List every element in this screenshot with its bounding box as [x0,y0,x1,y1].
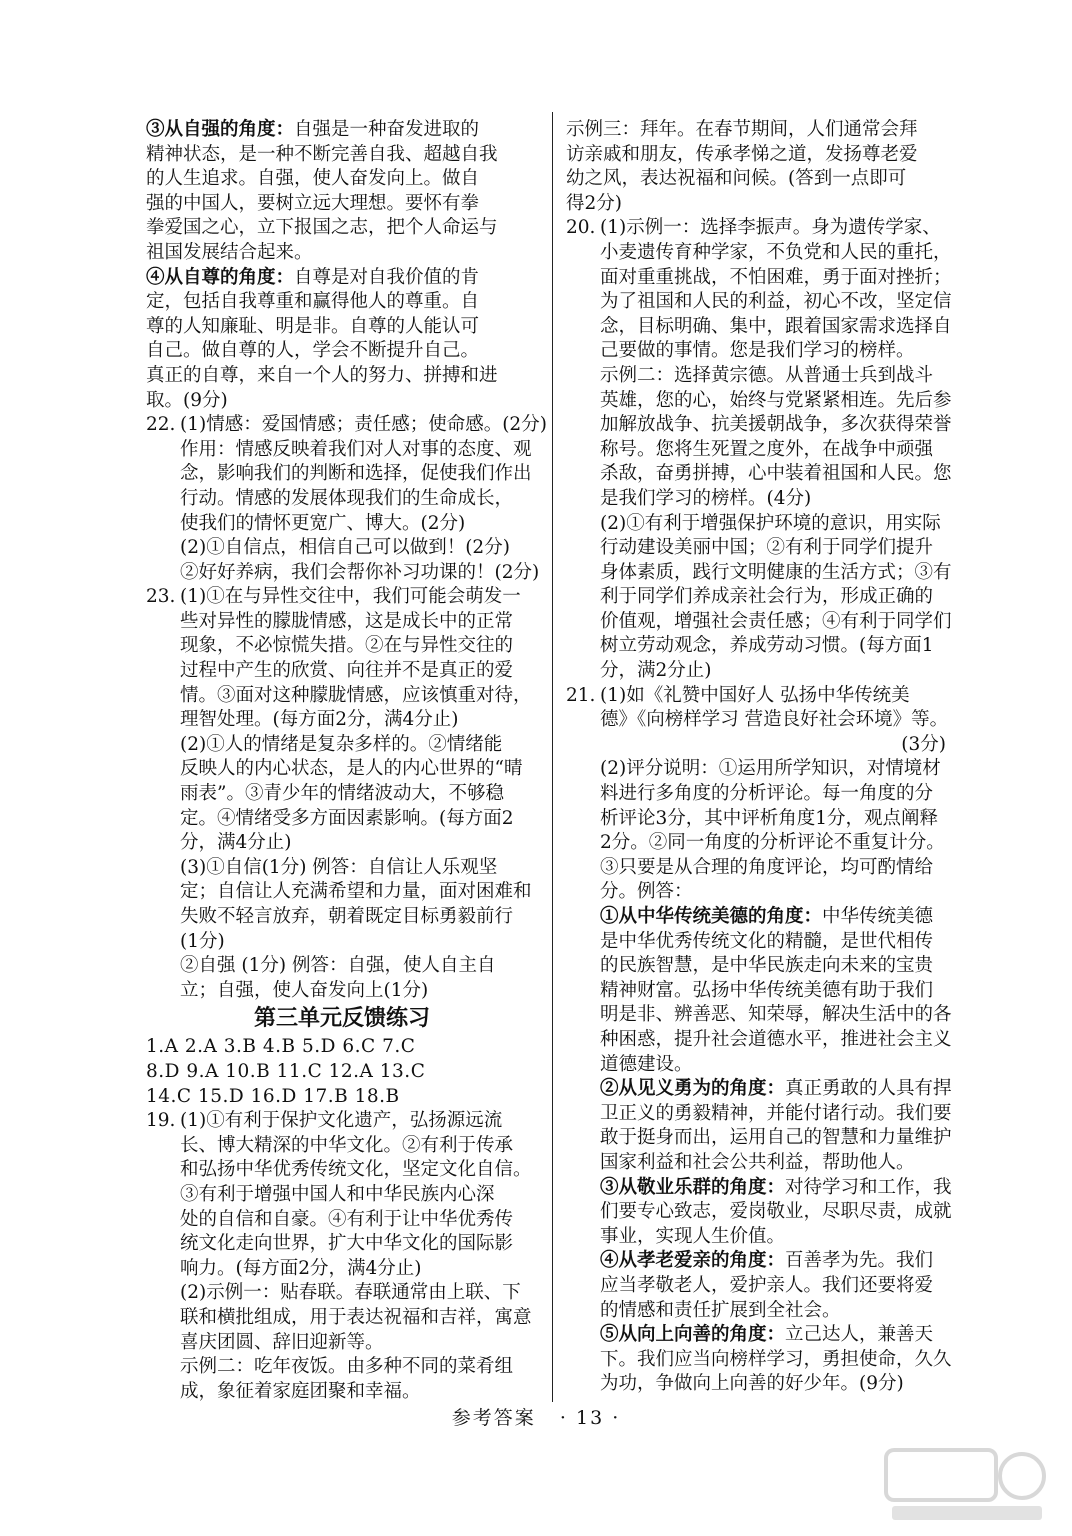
text-line: 过程中产生的欣赏、向往并不是真正的爱 [180,660,514,682]
text-line: 道德建设。 [600,1053,693,1075]
self-respect-block [146,266,538,414]
text-line: (1)如《礼赞中国好人 弘扬中华传统美 [600,684,910,706]
angle-heading: ④从孝老爱亲的角度： [600,1250,786,1272]
text-line: 们要专心致志，爱岗敬业，尽职尽责，成就 [600,1201,952,1223]
text-line: 为功，争做向上向善的好少年。(9分) [600,1373,904,1395]
text-line: 德》《向榜样学习 营造良好社会环境》等。 [600,709,949,731]
text-line: 些对异性的朦胧情感，这是成长中的正常 [180,610,514,632]
question-20 [566,216,952,683]
text-line: ③只要是从合理的角度评论，均可酌情给 [600,856,934,878]
text-line: 析评论3分，其中评析角度1分，观点阐释 [600,807,939,829]
self-respect-first: 自尊是对自我价值的肯 [294,266,480,288]
angle-first: 百善孝为先。我们 [785,1250,934,1272]
text-line: 应当孝敬老人，爱护亲人。我们还要将爱 [600,1274,934,1296]
text-line: 的情感和责任扩展到全社会。 [600,1299,841,1321]
text-line: 分，满2分止) [600,660,712,682]
text-line: 尊的人知廉耻、明是非。自尊的人能认可 [146,315,480,337]
text-line: 行动。情感的发展体现我们的生命成长， [180,487,514,509]
right-column [566,118,952,1397]
question-19-continued [566,118,946,216]
text-line: 定；自信让人充满希望和力量，面对困难和 [180,881,532,903]
text-line: 取。(9分) [146,389,228,411]
text-line: (1)情感：爱国情感；责任感；使命感。(2分) [180,414,547,436]
question-number: 20. [566,217,596,239]
choice-answers [146,1035,538,1109]
text-line: 定。④情绪受多方面因素影响。(每方面2 [180,807,514,829]
text-line: 立；自强，使人奋发向上(1分) [180,979,429,1001]
text-line: 是中华优秀传统文化的精髓，是世代相传 [600,930,934,952]
text-line: 作用：情感反映着我们对人对事的态度、观 [180,438,532,460]
text-line: 访亲戚和朋友，传承孝悌之道，发扬尊老爱 [566,143,918,165]
text-line: 小麦遗传育种学家，不负党和人民的重托， [600,241,952,263]
text-line: ③有利于增强中国人和中华民族内心深 [180,1183,495,1205]
watermark-logo [882,1446,1052,1526]
text-line: 明是非、辨善恶、知荣辱，解决生活中的各 [600,1004,952,1026]
angle-traditional-virtue [600,905,952,1077]
answer-row: 1.A 2.A 3.B 4.B 5.D 6.C 7.C [146,1036,416,1058]
text-line: 是我们学习的榜样。(4分) [600,487,812,509]
text-line: 事业，实现人生价值。 [600,1225,786,1247]
text-line: 下。我们应当向榜样学习，勇担使命，久久 [600,1348,952,1370]
score-label: (3分) [901,733,946,755]
text-line: 失败不轻言放弃，朝着既定目标勇毅前行 [180,906,514,927]
text-line: 价值观，增强社会责任感；④有利于同学们 [600,610,952,632]
text-line: 精神财富。弘扬中华传统美德有助于我们 [600,979,934,1001]
text-line: 强的中国人，要树立远大理想。要怀有拳 [146,192,480,214]
text-line: 精神状态，是一种不断完善自我、超越自我 [146,143,498,165]
text-line: 杀敌，奋勇拼搏，心中装着祖国和人民。您 [600,463,952,485]
question-number: 23. [146,586,176,608]
angle-first: 立己达人，兼善天 [785,1324,934,1346]
self-respect-heading: ④从自尊的角度： [146,266,295,288]
text-line: 幼之风，表达祝福和问候。(答到一点即可 [566,168,907,190]
text-line: 和弘扬中华优秀传统文化，坚定文化自信。 [180,1159,532,1181]
text-line: 的民族智慧，是中华民族走向未来的宝贵 [600,955,934,977]
text-line: 的人生追求。自强，使人奋发向上。做自 [146,168,480,190]
column-divider [552,112,553,1402]
text-line: 得2分) [566,192,622,214]
question-23 [146,585,538,1003]
text-line: 长、博大精深的中华文化。②有利于传承 [180,1134,514,1156]
angle-heading: ①从中华传统美德的角度： [600,906,823,927]
text-line: ②自强 (1分) 例答：自强，使人自主自 [180,955,496,977]
angle-heading: ③从敬业乐群的角度： [600,1176,786,1198]
text-line: 处的自信和自豪。④有利于让中华优秀传 [180,1208,514,1230]
text-line: 敢于挺身而出，运用自己的智慧和力量维护 [600,1127,952,1149]
page-footer [0,1403,1072,1430]
angle-bravery [600,1077,952,1175]
text-line: (1分) [180,930,225,952]
text-line: 示例三：拜年。在春节期间，人们通常会拜 [566,119,918,140]
question-21 [566,684,952,1397]
text-line: (3)①自信(1分) 例答：自信让人乐观坚 [180,856,498,878]
angle-first: 真正勇敢的人具有捍 [785,1078,952,1100]
answer-row: 8.D 9.A 10.B 11.C 12.A 13.C [146,1060,426,1082]
text-line: 国家利益和社会公共利益，帮助他人。 [600,1151,915,1173]
text-line: 称号。您将生死置之度外，在战争中顽强 [600,438,934,460]
text-line: 雨表”。③青少年的情绪波动大，不够稳 [180,783,504,805]
angle-filial-piety [600,1249,946,1323]
text-line: 情。③面对这种朦胧情感，应该慎重对待， [180,684,532,706]
section-title: 第三单元反馈练习 [253,1006,430,1032]
text-line: (1)①在与异性交往中，我们可能会萌发一 [180,586,521,608]
text-line: 利于同学们养成亲社会行为，形成正确的 [600,586,934,608]
text-line: 统文化走向世界，扩大中华文化的国际影 [180,1233,514,1255]
text-line: 料进行多角度的分析评论。每一角度的分 [600,783,934,805]
self-strong-first: 自强是一种奋发进取的 [294,119,480,140]
text-line: 喜庆团圆、辞旧迎新等。 [180,1331,384,1353]
left-column [146,118,547,1404]
angle-first: 对待学习和工作，我 [785,1176,952,1198]
text-line: 祖国发展结合起来。 [146,241,313,263]
text-line: (2)评分说明：①运用所学知识，对情境材 [600,758,941,780]
text-line: (2)示例一：贴春联。春联通常由上联、下 [180,1282,521,1304]
angle-first: 中华传统美德 [822,906,934,927]
self-strong-block [146,118,538,266]
text-line: 自己。做自尊的人，学会不断提升自己。 [146,340,480,362]
text-line: 反映人的内心状态，是人的内心世界的“晴 [180,758,523,780]
text-line: 联和横批组成，用于表达祝福和吉祥，寓意 [180,1306,532,1328]
text-line: 己要做的事情。您是我们学习的榜样。 [600,340,915,362]
question-19 [146,1109,538,1404]
text-line: 行动建设美丽中国；②有利于同学们提升 [600,537,934,559]
text-line: 分，满4分止) [180,832,292,854]
text-line: 定，包括自我尊重和赢得他人的尊重。自 [146,291,480,313]
answer-row: 14.C 15.D 16.D 17.B 18.B [146,1085,400,1107]
text-line: 理智处理。(每方面2分，满4分止) [180,709,459,731]
text-line: 英雄，您的心，始终与党紧紧相连。先后参 [600,389,952,411]
text-line: 使我们的情怀更宽广、博大。(2分) [180,512,466,534]
text-line: 念，目标明确、集中，跟着国家需求选择自 [600,315,952,337]
text-line: 现象，不必惊慌失措。②在与异性交往的 [180,635,514,657]
question-number: 22. [146,414,176,436]
text-line: 加解放战争、抗美援朝战争，多次获得荣誉 [600,414,952,436]
text-line: 念，影响我们的判断和选择，促使我们作出 [180,463,532,485]
page-number: · 13 · [559,1407,621,1429]
question-number: 21. [566,684,596,706]
text-line: 2分。②同一角度的分析评论不重复计分。 [600,832,945,854]
text-line: (1)示例一：选择李振声。身为遗传学家、 [600,217,941,239]
text-line: 成，象征着家庭团聚和幸福。 [180,1380,421,1402]
angle-heading: ⑤从向上向善的角度： [600,1324,786,1346]
text-line: 卫正义的勇毅精神，并能付诸行动。我们要 [600,1102,952,1124]
text-line: 种困惑，提升社会道德水平，推进社会主义 [600,1028,952,1050]
text-line: 示例二：吃年夜饭。由多种不同的菜肴组 [180,1356,514,1378]
angle-upward-goodness [600,1323,952,1397]
text-line: (2)①自信点，相信自己可以做到！(2分) [180,537,510,559]
text-line: 响力。(每方面2分，满4分止) [180,1257,422,1279]
text-line: (1)①有利于保护文化遗产，弘扬源远流 [180,1110,503,1132]
question-number: 19. [146,1110,176,1132]
text-line: 分。例答： [600,881,693,903]
self-strong-heading: ③从自强的角度： [146,119,295,140]
text-line: 树立劳动观念，养成劳动习惯。(每方面1 [600,635,934,657]
question-22 [146,413,547,585]
text-line: ②好好养病，我们会帮你补习功课的！(2分) [180,561,540,583]
text-line: 真正的自尊，来自一个人的努力、拼搏和进 [146,364,498,386]
text-line: 身体素质，践行文明健康的生活方式；③有 [600,561,952,583]
text-line: (2)①人的情绪是复杂多样的。②情绪能 [180,733,503,755]
footer-label: 参考答案 [451,1407,536,1429]
angle-dedication [600,1176,952,1250]
text-line: 示例二：选择黄宗德。从普通士兵到战斗 [600,364,934,386]
angle-heading: ②从见义勇为的角度： [600,1078,786,1100]
text-line: 为了祖国和人民的利益，初心不改，坚定信 [600,291,952,313]
text-line: 拳爱国之心，立下报国之志，把个人命运与 [146,217,498,239]
text-line: (2)①有利于增强保护环境的意识，用实际 [600,512,941,534]
text-line: 面对重重挑战，不怕困难，勇于面对挫折； [600,266,952,288]
